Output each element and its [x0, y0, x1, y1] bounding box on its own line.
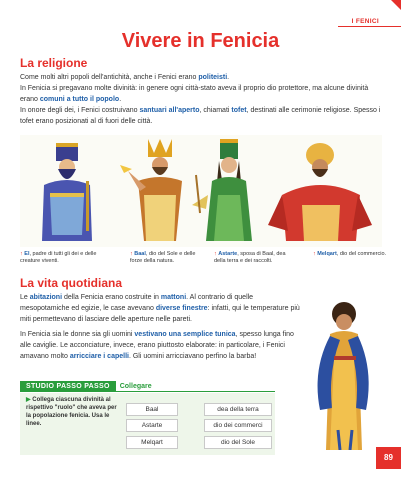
keyword: abitazioni	[29, 294, 63, 301]
religion-paragraph-1: Come molti altri popoli dell'antichità, anche i Fenici erano politeisti.	[20, 74, 230, 81]
caption-astarte: ↑ Astarte, sposa di Baal, dea della terra e dei raccolti.	[214, 251, 286, 264]
deities-illustration	[20, 135, 382, 247]
section-tag: I FENICI	[351, 18, 379, 25]
match-left-astarte[interactable]: Astarte	[126, 419, 178, 432]
baal-figure	[120, 139, 182, 241]
religion-paragraph-3: In onore degli dei, i Fenici costruivano santuari all'aperto, chiamati tofet, destinati alle cerimonie religiose. Spesso i tofet erano posizionati al di fuori delle città.	[20, 107, 381, 125]
keyword: tofet	[231, 107, 247, 114]
religion-paragraph-2: In Fenicia si pregavano molte divinità: in genere ogni città-stato aveva il proprio dio protettore, ma alcune divinità erano comuni a tutto il popolo.	[20, 85, 369, 103]
keyword: diverse finestre	[155, 305, 208, 312]
arrow-up-icon: ↑	[20, 251, 23, 257]
religion-heading: La religione	[20, 56, 88, 70]
match-right-commerce[interactable]: dio dei commerci	[204, 419, 272, 432]
melqart-figure	[268, 143, 372, 241]
daily-life-paragraph-1: Le abitazioni della Fenicia erano costruite in mattoni. Al contrario di quelle mesopotamiche ed egizie, le case avevano diverse finestre: infatti, qui le temperature più miti permettevano di lasciare delle aperture nelle pareti.	[20, 294, 300, 323]
daily-life-paragraph-2: In Fenicia sia le donne sia gli uomini vestivano una semplice tunica, spesso lunga fino alle caviglie. Le acconciature, invece, erano piuttosto elaborate: in particolare, i Fenici amavano molto arricciare i capelli. Gli uomini arricciavano perfino la barba!	[20, 331, 294, 360]
study-instruction: ▶ Collega ciascuna divinità al rispettivo "ruolo" che aveva per la popolazione fenicia. Usa le linee.	[26, 397, 117, 427]
religion-section	[20, 56, 382, 127]
triangle-right-icon: ▶	[26, 397, 31, 403]
astarte-figure	[192, 139, 252, 241]
phoenician-woman-illustration	[300, 300, 386, 450]
corner-accent	[391, 0, 401, 10]
daily-life-section	[20, 276, 302, 362]
keyword: arricciare i capelli	[69, 353, 129, 360]
match-right-earth[interactable]: dea della terra	[204, 403, 272, 416]
keyword: vestivano una semplice tunica	[134, 331, 236, 338]
daily-life-heading: La vita quotidiana	[20, 276, 123, 290]
keyword: politeisti	[198, 74, 228, 81]
caption-el: ↑ El, padre di tutti gli dei e delle creature viventi.	[20, 251, 97, 264]
caption-baal: ↑ Baal, dio del Sole e delle forze della natura.	[130, 251, 196, 264]
match-left-melqart[interactable]: Melqart	[126, 436, 178, 449]
keyword: mattoni	[160, 294, 187, 301]
study-label: STUDIO PASSO PASSO	[20, 381, 116, 392]
study-sublabel: Collegare	[119, 383, 152, 390]
study-rule	[20, 391, 275, 392]
keyword: santuari all'aperto	[139, 107, 200, 114]
arrow-up-icon: ↑	[214, 251, 217, 257]
section-tag-rule	[338, 26, 401, 27]
arrow-up-icon: ↑	[130, 251, 133, 257]
el-figure	[42, 143, 92, 241]
arrow-up-icon: ↑	[313, 251, 316, 257]
caption-melqart: ↑ Melqart, dio del commercio.	[313, 251, 387, 257]
page-title: Vivere in Fenicia	[121, 30, 280, 52]
keyword: comuni a tutto il popolo	[39, 96, 120, 103]
match-left-baal[interactable]: Baal	[126, 403, 178, 416]
match-right-sun[interactable]: dio del Sole	[204, 436, 272, 449]
page-number: 89	[376, 447, 401, 469]
